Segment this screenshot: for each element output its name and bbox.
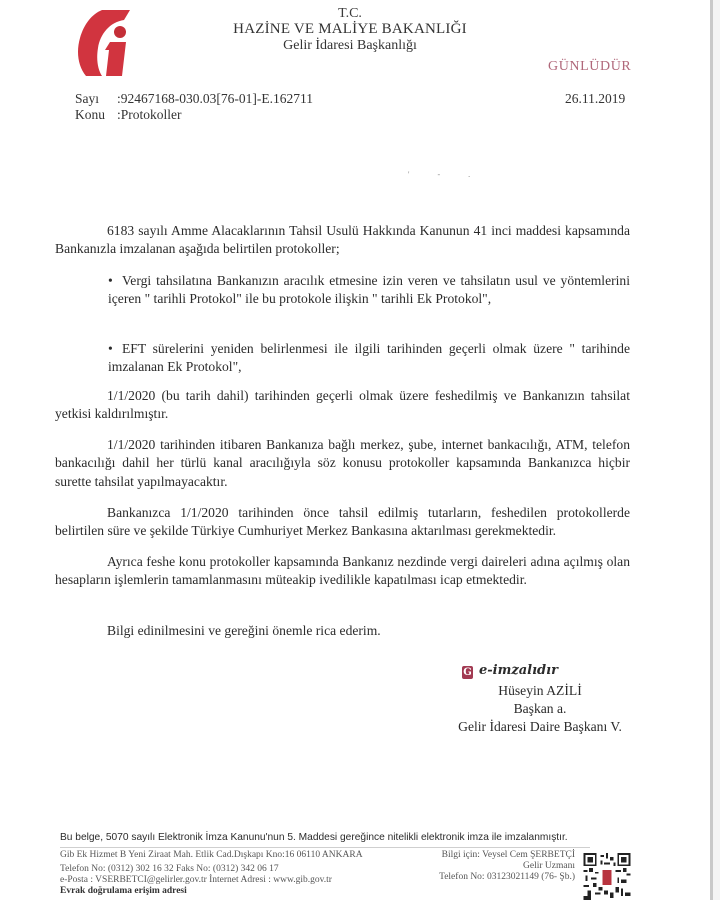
- e-signature-legal-notice: Bu belge, 5070 sayılı Elektronik İmza Kanunu'nun 5. Maddesi gereğince nitelikli elektronik imza ile imzalanmıştır.: [60, 832, 568, 843]
- e-signature-label: e-imzalıdır: [479, 663, 558, 678]
- letterhead-ministry: HAZİNE VE MALİYE BAKANLIĞI: [233, 21, 467, 37]
- signatory-title: Başkan a.: [513, 701, 567, 716]
- protocol-bullet: • Vergi tahsilatına Bankanızın aracılık etmesine izin veren ve tahsilatın usul ve yöntemlerini içeren " tarihli Protokol" ile bu protokole ilişkin " tarihli Ek Protokol",: [108, 273, 630, 307]
- letterhead-department: Gelir İdaresi Başkanlığı: [283, 38, 417, 53]
- redaction-marks: ' - .: [408, 170, 471, 179]
- intro-paragraph: 6183 sayılı Amme Alacaklarının Tahsil Usulü Hakkında Kanunun 41 inci maddesi kapsamında Bankanızla imzalanan aşağıda belirtilen protokoller;: [55, 223, 630, 257]
- subject-label: Konu: [75, 107, 105, 122]
- signatory-department: Gelir İdaresi Daire Başkanı V.: [458, 719, 622, 734]
- signatory-name: Hüseyin AZİLİ: [498, 683, 582, 698]
- document-date: 26.11.2019: [565, 91, 626, 106]
- e-signature-icon: G: [463, 667, 472, 678]
- urgency-stamp: GÜNLÜDÜR: [548, 59, 632, 74]
- body-paragraph: Bankanızca 1/1/2020 tarihinden önce tahsil edilmiş tutarların, feshedilen protokollerde belirtilen süre ve şekilde Türkiye Cumhuriyet Merkez Bankasına aktarılması gerekmektedir.: [55, 505, 630, 539]
- body-paragraph: 1/1/2020 tarihinden itibaren Bankanıza bağlı merkez, şube, internet bankacılığı, ATM, telefon bankacılığı dahil her türlü kanal aracılığıyla söz konusu protokoller kapsamında Bankanızca hiçbir surette tahsilat yapılmayacaktır.: [55, 437, 630, 489]
- letterhead-state: T.C.: [338, 6, 362, 21]
- footer-email-web: e-Posta : VSERBETCI@gelirler.gov.tr İnternet Adresi : www.gib.gov.tr: [60, 875, 332, 885]
- reference-label: Sayı: [75, 91, 100, 106]
- subject: [75, 107, 182, 123]
- contact-phone: Telefon No: 03123021149 (76- Şb.): [439, 872, 575, 882]
- footer-verification-label: Evrak doğrulama erişim adresi: [60, 886, 187, 896]
- subject-value: :Protokoller: [117, 107, 182, 122]
- verification-qr-code-icon[interactable]: [582, 853, 632, 900]
- reference-value: :92467168-030.03[76-01]-E.162711: [117, 91, 313, 106]
- page-edge-margin: [713, 0, 720, 900]
- body-paragraph: 1/1/2020 (bu tarih dahil) tarihinden geçerli olmak üzere feshedilmiş ve Bankanızın tahsilat yetkisi kaldırılmıştır.: [55, 388, 630, 422]
- footer-phone-fax: Telefon No: (0312) 302 16 32 Faks No: (0312) 342 06 17: [60, 864, 279, 874]
- protocol-bullet: • EFT sürelerini yeniden belirlenmesi ile ilgili tarihinden geçerli olmak üzere " tarihinde imzalanan Ek Protokol",: [108, 341, 630, 375]
- footer-address: Gib Ek Hizmet B Yeni Ziraat Mah. Etlik Cad.Dışkapı Kno:16 06110 ANKARA: [60, 850, 363, 860]
- e-signature-mark: [462, 663, 558, 679]
- reference-number: [75, 91, 313, 107]
- contact-person: Bilgi için: Veysel Cem ŞERBETÇİ: [441, 850, 575, 860]
- closing-paragraph: Bilgi edinilmesini ve gereğini önemle rica ederim.: [107, 623, 381, 638]
- contact-title: Gelir Uzmanı: [523, 861, 575, 871]
- gib-logo-icon: [72, 8, 132, 78]
- body-paragraph: Ayrıca feshe konu protokoller kapsamında Bankanız nezdinde vergi daireleri adına açılmış olan hesapların işlemlerin tamamlanmasını müteakip ivedilikle kapatılması icap etmektedir.: [55, 554, 630, 588]
- footer-divider: [60, 847, 590, 848]
